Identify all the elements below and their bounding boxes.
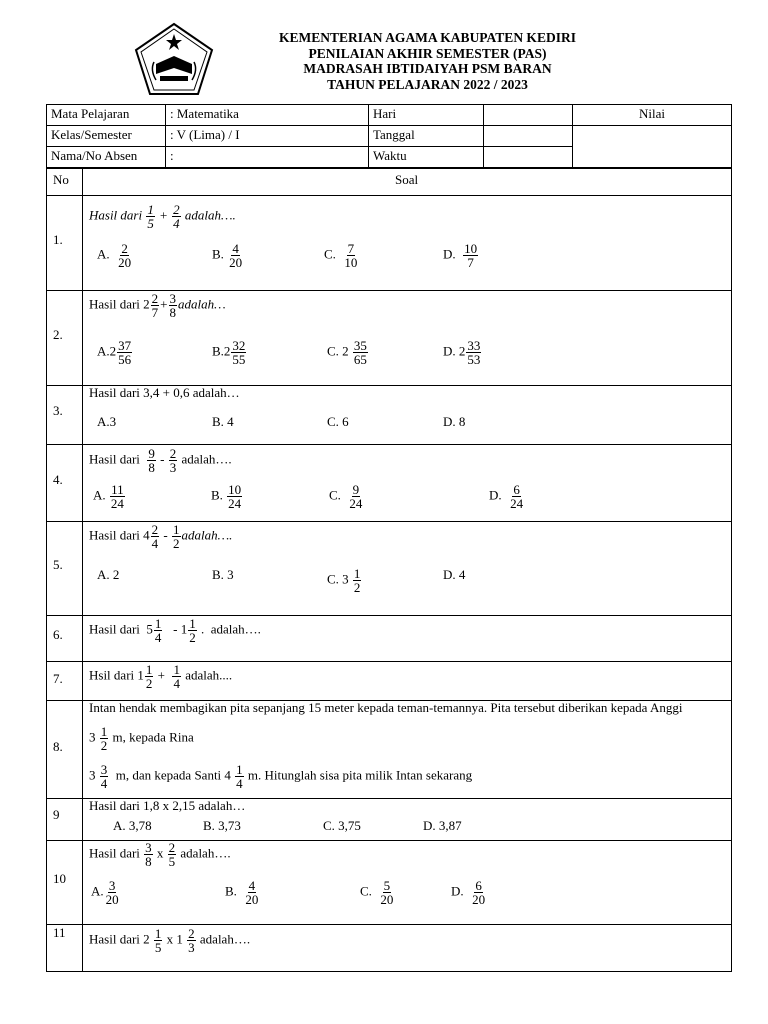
question-text: Hasil dari 3,4 + 0,6 adalah… — [89, 385, 240, 400]
row-divider — [47, 290, 731, 291]
option-c[interactable]: C. $\frac{5}{20}$ — [360, 878, 394, 907]
question-number: 6. — [53, 627, 63, 642]
option-c[interactable]: C. $\frac{9}{24}$ — [329, 482, 363, 511]
question-text: Hasil dari 1,8 x 2,15 adalah… — [89, 798, 246, 813]
option-c[interactable]: C. 2 $\frac{35}{65}$ — [327, 338, 367, 367]
row-divider — [47, 521, 731, 522]
document-header — [230, 30, 625, 92]
row-divider — [47, 195, 731, 196]
question-text: Hasil dari 4 $\frac{2}{4}$ - $\frac{1}{2}$ adalah…. — [89, 522, 233, 551]
row-divider — [47, 444, 731, 445]
question-number: 2. — [53, 327, 63, 342]
question-number: 7. — [53, 671, 63, 686]
option-b[interactable]: B. 4 — [212, 414, 234, 429]
option-c[interactable]: C. 3,75 — [323, 818, 361, 833]
waktu-field[interactable] — [484, 147, 573, 168]
kemenag-logo — [134, 22, 214, 96]
question-text: 3 $\frac{1}{2}$ m, kepada Rina — [89, 724, 194, 753]
question-number: 11 — [53, 925, 66, 940]
question-text: Intan hendak membagikan pita sepanjang 15 meter kepada teman-temannya. Pita tersebut diberikan kepada Anggi — [89, 700, 683, 715]
header-line3: MADRASAH IBTIDAIYAH PSM BARAN — [303, 61, 552, 76]
tanggal-field[interactable] — [484, 126, 573, 147]
option-a[interactable]: A. 2 — [97, 567, 120, 582]
question-number: 8. — [53, 739, 63, 754]
hari-field[interactable] — [484, 105, 573, 126]
option-a[interactable]: A.3 — [97, 414, 117, 429]
nilai-field[interactable] — [573, 126, 732, 168]
nama-value[interactable]: : — [166, 147, 369, 168]
question-text: Hasil dari $\frac{3}{8}$ x $\frac{2}{5}$ adalah…. — [89, 840, 231, 869]
option-b[interactable]: B. 3 — [212, 567, 234, 582]
option-d[interactable]: D. $\frac{6}{24}$ — [489, 482, 524, 511]
option-d[interactable]: D. 2 $\frac{33}{53}$ — [443, 338, 481, 367]
question-number: 9 — [53, 807, 60, 822]
question-table — [46, 168, 732, 972]
question-text: Hasil dari $\frac{9}{8}$ - $\frac{2}{3}$ adalah…. — [89, 446, 232, 475]
option-d[interactable]: D. 3,87 — [423, 818, 462, 833]
question-text: 3 $\frac{3}{4}$ m, dan kepada Santi 4 $\frac{1}{4}$ m. Hitunglah sisa pita milik Intan sekarang — [89, 762, 473, 791]
question-number: 4. — [53, 472, 63, 487]
question-text: Hasil dari $\frac{1}{5}$ + $\frac{2}{4}$ adalah…. — [89, 202, 236, 231]
info-table — [46, 104, 732, 168]
nilai-label: Nilai — [573, 105, 732, 126]
header-line1: KEMENTERIAN AGAMA KABUPATEN KEDIRI — [279, 30, 576, 45]
question-number: 5. — [53, 557, 63, 572]
option-c[interactable]: C. $\frac{7}{10}$ — [324, 241, 358, 270]
option-b[interactable]: B. $\frac{10}{24}$ — [211, 482, 242, 511]
option-d[interactable]: D. $\frac{6}{20}$ — [451, 878, 486, 907]
row-divider — [47, 615, 731, 616]
question-number: 10 — [53, 871, 66, 886]
option-d[interactable]: D. 4 — [443, 567, 466, 582]
col-no: No — [53, 172, 69, 187]
col-soal: Soal — [395, 172, 419, 187]
option-a[interactable]: A. 3,78 — [113, 818, 152, 833]
question-text: Hasil dari 2 $\frac{1}{5}$ x 1 $\frac{2}{3}$ adalah…. — [89, 926, 251, 955]
header-line2: PENILAIAN AKHIR SEMESTER (PAS) — [308, 45, 547, 61]
option-d[interactable]: D. 8 — [443, 414, 466, 429]
question-number: 1. — [53, 232, 63, 247]
option-b[interactable]: B.2 $\frac{32}{55}$ — [212, 338, 246, 367]
nama-label: Nama/No Absen — [47, 147, 166, 168]
kelas-label: Kelas/Semester — [47, 126, 166, 147]
mapel-label: Mata Pelajaran — [47, 105, 166, 126]
question-text: Hasil dari 5 $\frac{1}{4}$ - 1 $\frac{1}{2}$ . adalah…. — [89, 616, 261, 645]
question-text: Hsil dari 1 $\frac{1}{2}$ + $\frac{1}{4}$ adalah.... — [89, 662, 233, 691]
mapel-value: : Matematika — [166, 105, 369, 126]
option-a[interactable]: A. $\frac{11}{24}$ — [93, 482, 124, 511]
question-number: 3. — [53, 403, 63, 418]
option-b[interactable]: B. $\frac{4}{20}$ — [212, 241, 243, 270]
option-b[interactable]: B. 3,73 — [203, 818, 241, 833]
option-c[interactable]: C. 3 $\frac{1}{2}$ — [327, 566, 361, 595]
kelas-value: : V (Lima) / I — [166, 126, 369, 147]
option-a[interactable]: A.2 $\frac{37}{56}$ — [97, 338, 132, 367]
tanggal-label: Tanggal — [369, 126, 484, 147]
option-a[interactable]: A. $\frac{3}{20}$ — [91, 878, 119, 907]
header-line4: TAHUN PELAJARAN 2022 / 2023 — [327, 76, 528, 92]
waktu-label: Waktu — [369, 147, 484, 168]
row-divider — [47, 924, 731, 925]
option-a[interactable]: A. $\frac{2}{20}$ — [97, 241, 132, 270]
option-b[interactable]: B. $\frac{4}{20}$ — [225, 878, 259, 907]
option-d[interactable]: D. $\frac{10}{7}$ — [443, 241, 478, 270]
option-c[interactable]: C. 6 — [327, 414, 349, 429]
hari-label: Hari — [369, 105, 484, 126]
question-text: Hasil dari 2 $\frac{2}{7}$ + $\frac{3}{8}$ adalah… — [89, 291, 226, 320]
